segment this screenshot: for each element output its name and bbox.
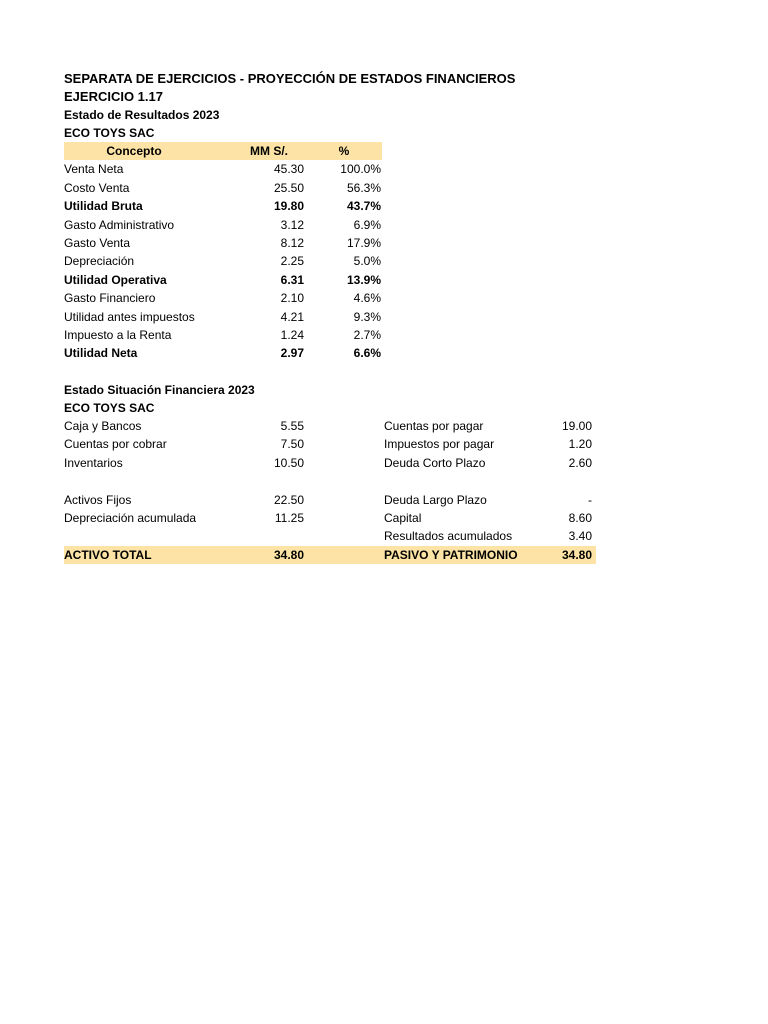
table-row (64, 491, 704, 509)
table-row (64, 344, 704, 362)
table-row (64, 527, 704, 545)
liability-value: 2.60 (568, 455, 592, 470)
income-table-body (64, 160, 704, 362)
table-row (64, 289, 704, 307)
row-concept: Utilidad antes impuestos (64, 309, 195, 324)
table-row (64, 234, 704, 252)
asset-label: Depreciación acumulada (64, 511, 197, 526)
total-assets-value: 34.80 (273, 547, 304, 562)
row-concept: Impuesto a la Renta (64, 327, 172, 342)
table-row (64, 435, 704, 453)
liability-label: Cuentas por pagar (384, 419, 484, 434)
row-concept: Gasto Administrativo (64, 217, 175, 232)
row-pct-value: 17.9% (346, 235, 381, 250)
income-table-header (64, 142, 382, 160)
table-row (64, 252, 704, 270)
document-page (64, 70, 704, 564)
row-concept: Utilidad Bruta (64, 199, 143, 214)
asset-label: Cuentas por cobrar (64, 437, 167, 452)
income-statement-title: Estado de Resultados 2023 (64, 108, 220, 122)
row-pct-value: 13.9% (346, 272, 381, 287)
liability-label: Capital (384, 511, 422, 526)
liability-value: 8.60 (568, 511, 592, 526)
table-row (64, 160, 704, 178)
asset-label: Inventarios (64, 455, 123, 470)
liability-label: Deuda Corto Plazo (384, 455, 486, 470)
table-row (64, 326, 704, 344)
row-pct-value: 4.6% (353, 291, 381, 306)
row-pct-value: 9.3% (353, 309, 381, 324)
asset-value: 5.55 (280, 419, 304, 434)
liability-label: Impuestos por pagar (384, 437, 495, 452)
asset-value: 22.50 (273, 492, 304, 507)
table-row (64, 509, 704, 527)
row-mm-value: 4.21 (280, 309, 304, 324)
row-mm-value: 1.24 (280, 327, 304, 342)
table-row (64, 472, 704, 490)
balance-sheet-company: ECO TOYS SAC (64, 401, 155, 416)
balance-sheet-totals-row (64, 546, 596, 564)
row-mm-value: 2.10 (280, 291, 304, 306)
total-assets-label: ACTIVO TOTAL (64, 547, 152, 562)
row-mm-value: 19.80 (273, 199, 304, 214)
document-title: SEPARATA DE EJERCICIOS - PROYECCIÓN DE ESTADOS FINANCIEROS (64, 71, 516, 86)
liability-value: - (588, 492, 592, 507)
row-mm-value: 25.50 (273, 180, 304, 195)
row-pct-value: 6.6% (353, 346, 381, 361)
table-row (64, 308, 704, 326)
row-pct-value: 43.7% (346, 199, 381, 214)
asset-value: 11.25 (274, 511, 304, 526)
row-pct-value: 100.0% (340, 162, 381, 177)
income-statement-company: ECO TOYS SAC (64, 126, 155, 140)
row-pct-value: 5.0% (353, 254, 381, 269)
section-gap (64, 363, 704, 381)
column-header-pct: % (338, 144, 350, 158)
exercise-number: EJERCICIO 1.17 (64, 89, 163, 104)
row-mm-value: 8.12 (280, 235, 304, 250)
row-concept: Gasto Financiero (64, 291, 156, 306)
row-concept: Venta Neta (64, 162, 124, 177)
row-mm-value: 45.30 (273, 162, 304, 177)
asset-value: 10.50 (273, 455, 304, 470)
liability-value: 1.20 (568, 437, 592, 452)
table-row (64, 216, 704, 234)
liability-label: Resultados acumulados (384, 529, 513, 544)
total-liabilities-equity-value: 34.80 (561, 547, 592, 562)
row-mm-value: 2.97 (280, 346, 304, 361)
row-concept: Utilidad Operativa (64, 272, 167, 287)
row-concept: Costo Venta (64, 180, 130, 195)
total-liabilities-equity-label: PASIVO Y PATRIMONIO (384, 547, 518, 562)
row-mm-value: 6.31 (280, 272, 304, 287)
row-concept: Gasto Venta (64, 235, 131, 250)
table-row (64, 179, 704, 197)
column-header-concept: Concepto (106, 144, 162, 158)
asset-label: Activos Fijos (64, 492, 132, 507)
table-row (64, 271, 704, 289)
row-pct-value: 2.7% (353, 327, 381, 342)
column-header-mm: MM S/. (250, 144, 288, 158)
asset-value: 7.50 (280, 437, 304, 452)
liability-value: 19.00 (561, 419, 592, 434)
balance-sheet-body (64, 417, 704, 546)
liability-value: 3.40 (568, 529, 592, 544)
row-mm-value: 3.12 (280, 217, 304, 232)
row-concept: Depreciación (64, 254, 135, 269)
table-row (64, 417, 704, 435)
row-mm-value: 2.25 (280, 254, 304, 269)
liability-label: Deuda Largo Plazo (384, 492, 487, 507)
table-row (64, 197, 704, 215)
asset-label: Caja y Bancos (64, 419, 142, 434)
row-pct-value: 56.3% (346, 180, 381, 195)
row-concept: Utilidad Neta (64, 346, 138, 361)
row-pct-value: 6.9% (353, 217, 381, 232)
table-row (64, 454, 704, 472)
balance-sheet-title: Estado Situación Financiera 2023 (64, 383, 255, 398)
